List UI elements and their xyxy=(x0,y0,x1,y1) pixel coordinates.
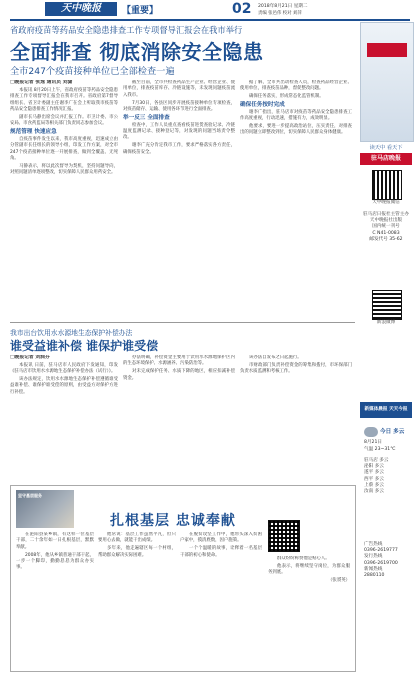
contact-row: 发行热线 xyxy=(364,554,383,560)
weather-row: 泌阳 多云 xyxy=(364,464,384,470)
water-col-3 xyxy=(240,355,352,482)
paragraph: 确保任务落实，形成常态化监管机制。 xyxy=(249,94,324,100)
sidebar-ad xyxy=(360,22,414,142)
paragraph: 群众纷纷称赞他是贴心人。 xyxy=(277,556,330,561)
sidebar-qr-2 xyxy=(372,290,402,320)
top-story-subhead: 全市247个疫苗接种单位已全部检查一遍 xyxy=(10,66,175,77)
paragraph: 在泌阳县某乡镇，有这样一位基层干部，二十余年如一日扎根基层，默默奉献。 xyxy=(16,532,94,550)
paragraph: 截至目前，全市共检查药品生产企业、经营企业、使用单位，排查疫苗库存、冷链设施等，未发现问题疫苗流入我市。 xyxy=(123,80,235,98)
paragraph: 该办法自发布之日起施行。 xyxy=(249,355,302,360)
sidebar-ad-mark xyxy=(367,43,407,57)
sidebar-info-row: 驻马店日报社主管主办 xyxy=(363,212,409,217)
feature-col-3 xyxy=(180,532,262,666)
top-story-kicker: 省政府疫苗等药品安全隐患排查工作专项督导汇报会在我市举行 xyxy=(10,25,243,35)
weather-row: 西平 多云 xyxy=(364,476,384,482)
page-number: 02 xyxy=(232,1,252,17)
sidebar-info-row: 天中晚报社出版 xyxy=(369,218,403,224)
water-byline: □晚报记者 刘润芬 xyxy=(10,355,50,360)
water-col-1 xyxy=(10,355,118,482)
contact-list xyxy=(364,542,412,579)
paragraph: 副市长马静出席会议并汇报工作。市卫计委、市公安局、市食药监局等相关部门负责同志参加会议。 xyxy=(10,114,118,127)
weather-list xyxy=(364,458,412,495)
paragraph: 他常说：基层工作虽然平凡，但只要用心去做，就能干出成绩。 xyxy=(98,532,176,544)
feature-headline: 扎根基层 忠诚奉献 xyxy=(110,513,236,529)
sidebar-qr2-label: 新浪微博 xyxy=(376,320,396,325)
feature-qr-code xyxy=(268,520,300,552)
sidebar-info-row: C N41-0083 xyxy=(372,230,400,236)
top-story-col-1 xyxy=(10,80,118,318)
masthead-rule xyxy=(10,19,410,21)
paragraph: 他要求，要进一步提高政治站位，压实责任，对排查出的问题立即整改到位，切实保障人民群众身体健康。 xyxy=(240,124,352,136)
top-story-headline: 全面排查 彻底消除安全隐患 xyxy=(10,40,264,64)
sidebar-info xyxy=(360,212,412,243)
weather-row: 汝南 多云 xyxy=(364,489,384,495)
paragraph: 一个个温暖的故事，诠释着一名基层干部的初心和使命。 xyxy=(180,546,262,558)
feature-col-1 xyxy=(16,532,94,666)
weather-temp: 气温 23~31℃ xyxy=(364,447,396,452)
water-col-2 xyxy=(123,355,235,482)
top-story-col-2 xyxy=(123,80,235,318)
feature-col-2 xyxy=(98,532,176,666)
paragraph: 检查中，工作人员重点查看疫苗进货查验记录、冷链温度监测记录、接种登记等，对发现的问题当场责令整改。 xyxy=(123,122,235,141)
section-label: 【重要】 xyxy=(122,6,159,16)
contact-row: 0396-2619700 xyxy=(364,560,398,566)
paragraph: 对未完成保护任务、水质下降的地区，相应扣减补偿资金。 xyxy=(123,369,235,381)
sidebar-info-row: 国内统一刊号 xyxy=(372,224,400,230)
date-line: 2018年8月21日 星期二 xyxy=(258,4,308,9)
paragraph: 7月30日，各县区同步开展疫苗接种单位专项检查，对疫苗储存、运输、使用各环节进行全面排查。 xyxy=(123,100,235,113)
sidebar-qr-label: 天中晚报微信 xyxy=(372,200,400,205)
sidebar-info-row: 邮发代号 35-62 xyxy=(369,236,403,242)
paragraph: 多年来，他走遍辖区每一个村组，帮助群众解决实际困难。 xyxy=(98,546,176,558)
top-story-byline: □晚报记者 张逸 通讯员 刘潇 xyxy=(10,80,73,85)
sidebar-qr-1 xyxy=(372,170,402,200)
feature-photo xyxy=(16,490,74,528)
paragraph: 本报讯 日前，驻马店市人民政府下发通知，印发《驻马店市饮用水水源地生态保护补偿办法（试行）》。 xyxy=(10,362,118,375)
sidebar xyxy=(360,22,412,672)
top-story-subheading-1: 规范管理 快速应急 xyxy=(10,129,57,136)
paragraph: 该办法规定，饮用水水源地生态保护补偿遵循谁受益谁补偿、谁保护谁受偿的原则，由受益方对保护方进行补偿。 xyxy=(10,377,118,395)
weather-date: 8月21日 xyxy=(364,440,382,445)
top-story-col-3 xyxy=(240,80,352,318)
paragraph: 自疫苗事件发生以来，我市高度重视，迅速成立由分管副市长任组长的领导小组，印发工作方案，对全市247个疫苗接种单位逐一开展排查，做到全覆盖、无死角。 xyxy=(10,136,118,162)
section-divider xyxy=(10,322,355,323)
water-headline: 谁受益谁补偿 谁保护谁受偿 xyxy=(10,339,159,353)
weather-row: 上蔡 多云 xyxy=(364,482,384,488)
paragraph: 本报讯 8月20日上午，省政府疫苗等药品安全隐患排查工作专项督导汇报会在我市召开。省政府第7督导组组长、省卫计委副主任谢李广在会上听取我市疫苗等药品安全隐患排查工作情况汇报。 xyxy=(10,87,118,113)
masthead xyxy=(0,0,415,18)
editor-line: 责编 张邑伟 校对 刘萍 xyxy=(258,11,302,16)
feature-tag: 坚守基层服务 xyxy=(18,493,42,498)
contact-row: 新闻热线 xyxy=(364,566,383,572)
top-story-subheading-2: 举一反三 全面排查 xyxy=(123,114,170,121)
paragraph: 市财政部门负责补偿资金的筹集和拨付，市环保部门负责水质监测和考核工作。 xyxy=(240,362,352,375)
contact-row: 0396-2619777 xyxy=(364,548,398,554)
paragraph: 办法明确，补偿资金主要用于饮用水水源地保护区内的生态环境保护、水源涵养、污染防治等。 xyxy=(123,355,235,367)
paragraph: 2008年，他从乡镇普通干部干起，一步一个脚印，勤勤恳恳为群众办实事。 xyxy=(16,552,94,571)
paragraph: 谢李广指出，驻马店市对疫苗等药品安全隐患排查工作高度重视，行动迅速，措施有力，成效明显。 xyxy=(240,109,352,122)
weather-icon xyxy=(364,427,378,437)
weather-title: 今日 多云 xyxy=(380,429,405,435)
paragraph: 马静表示，将以此次督导为契机，坚持问题导向，对照问题清单逐项整改，切实保障人民群众用药安全。 xyxy=(10,163,118,176)
feature-col-4 xyxy=(268,556,350,666)
paragraph: 在脱贫攻坚工作中，他带头深入贫困户家中，摸清底数，因户施策。 xyxy=(180,532,262,544)
weather-row: 遂平 多云 xyxy=(364,470,384,476)
contact-row: 2880110 xyxy=(364,573,385,579)
top-story-subheading-3: 确保任务按时完成 xyxy=(240,102,285,108)
sidebar-banner: 驻马店晚报 xyxy=(360,153,412,165)
feature-footer: （张赟英） xyxy=(328,578,350,583)
water-kicker: 我市出台饮用水水源地生态保护补偿办法 xyxy=(10,329,133,337)
contact-row: 广告热线 xyxy=(364,542,383,547)
masthead-logo: 天中晚报 xyxy=(45,2,117,16)
weather-row: 驻马店 多云 xyxy=(364,458,389,463)
paragraph: 谢李广充分肯定我市工作，要求严格落实各方责任，确保疫苗安全。 xyxy=(123,143,235,155)
sidebar-brand-bar: 新媒体晨报 天天今报 xyxy=(360,402,412,418)
paragraph: 他表示，将继续坚守岗位，为群众服务到底。 xyxy=(268,563,350,576)
sidebar-follow: 读天中 看天下 xyxy=(369,145,403,151)
paragraph: 据了解，全市共出动检查人员，检查药品经营企业、使用单位，排查疫苗品种，督促整改问题。 xyxy=(240,80,352,92)
